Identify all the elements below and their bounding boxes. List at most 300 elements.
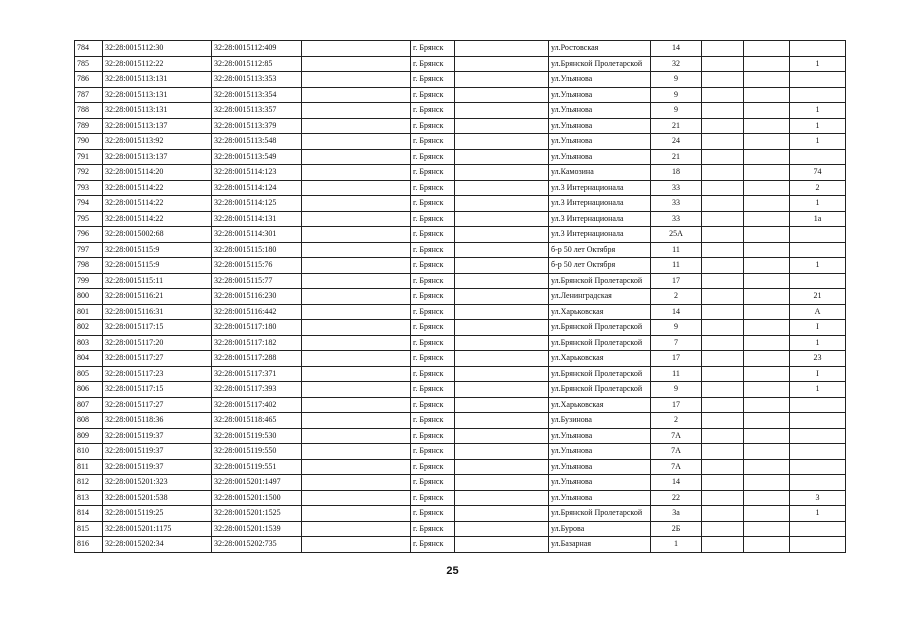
cell-house-number: 9 (651, 103, 702, 119)
cell-blank-col-b (455, 87, 549, 103)
cell-blank-col-c (702, 521, 744, 537)
cell-city: г. Брянск (411, 87, 455, 103)
cell-blank-col-c (702, 72, 744, 88)
cell-house-number: 22 (651, 490, 702, 506)
table-row (75, 87, 846, 103)
cell-apartment: 23 (790, 351, 846, 367)
cell-house-number: 7А (651, 444, 702, 460)
cell-street: ул.Ульянова (549, 475, 651, 491)
table-row (75, 118, 846, 134)
cell-street: ул.Ульянова (549, 428, 651, 444)
cell-cadastral-block: 32:28:0015118:36 (103, 413, 212, 429)
cell-city: г. Брянск (411, 56, 455, 72)
cell-house-number: 14 (651, 304, 702, 320)
table-row (75, 521, 846, 537)
cell-cadastral-block: 32:28:0015113:137 (103, 149, 212, 165)
cell-blank-col-b (455, 72, 549, 88)
cell-blank-col-a (302, 289, 411, 305)
cell-blank-col-c (702, 413, 744, 429)
cell-city: г. Брянск (411, 428, 455, 444)
cell-blank-col-c (702, 87, 744, 103)
cell-street: ул.Ростовская (549, 41, 651, 57)
cell-house-number: 9 (651, 72, 702, 88)
cell-city: г. Брянск (411, 41, 455, 57)
cell-cadastral-number: 32:28:0015117:182 (212, 335, 302, 351)
cell-blank-col-d (744, 320, 790, 336)
cell-blank-col-c (702, 103, 744, 119)
cell-blank-col-b (455, 459, 549, 475)
cell-apartment: 1 (790, 258, 846, 274)
cell-street: ул.Харьковская (549, 351, 651, 367)
cell-row-number: 786 (75, 72, 103, 88)
table-row (75, 506, 846, 522)
cell-row-number: 797 (75, 242, 103, 258)
cell-blank-col-a (302, 335, 411, 351)
cell-blank-col-a (302, 273, 411, 289)
cell-blank-col-c (702, 165, 744, 181)
cell-house-number: 7А (651, 459, 702, 475)
cell-city: г. Брянск (411, 242, 455, 258)
cell-blank-col-c (702, 56, 744, 72)
cell-row-number: 793 (75, 180, 103, 196)
cell-cadastral-number: 32:28:0015113:353 (212, 72, 302, 88)
cell-apartment: 1 (790, 382, 846, 398)
cell-house-number: 17 (651, 351, 702, 367)
cell-city: г. Брянск (411, 149, 455, 165)
cell-blank-col-b (455, 56, 549, 72)
cell-row-number: 813 (75, 490, 103, 506)
cell-blank-col-c (702, 506, 744, 522)
table-row (75, 72, 846, 88)
cell-row-number: 795 (75, 211, 103, 227)
cell-cadastral-block: 32:28:0015113:137 (103, 118, 212, 134)
cell-house-number: 3а (651, 506, 702, 522)
cell-cadastral-block: 32:28:0015112:22 (103, 56, 212, 72)
cell-blank-col-d (744, 258, 790, 274)
cell-cadastral-number: 32:28:0015201:1539 (212, 521, 302, 537)
cell-cadastral-block: 32:28:0015119:25 (103, 506, 212, 522)
cell-cadastral-block: 32:28:0015112:30 (103, 41, 212, 57)
cell-house-number: 9 (651, 87, 702, 103)
cell-cadastral-number: 32:28:0015115:76 (212, 258, 302, 274)
cell-cadastral-block: 32:28:0015117:15 (103, 382, 212, 398)
table-row (75, 165, 846, 181)
cell-street: ул.Ульянова (549, 149, 651, 165)
cell-blank-col-d (744, 335, 790, 351)
cell-blank-col-a (302, 413, 411, 429)
cell-row-number: 801 (75, 304, 103, 320)
cell-blank-col-c (702, 41, 744, 57)
cell-street: ул.Ульянова (549, 459, 651, 475)
cell-blank-col-c (702, 289, 744, 305)
cell-row-number: 807 (75, 397, 103, 413)
cell-apartment: 1а (790, 211, 846, 227)
cell-blank-col-c (702, 258, 744, 274)
cell-house-number: 33 (651, 196, 702, 212)
cell-blank-col-a (302, 134, 411, 150)
cell-blank-col-d (744, 537, 790, 553)
cell-blank-col-b (455, 41, 549, 57)
cell-house-number: 33 (651, 180, 702, 196)
cell-city: г. Брянск (411, 444, 455, 460)
cell-cadastral-number: 32:28:0015202:735 (212, 537, 302, 553)
cell-blank-col-d (744, 273, 790, 289)
cell-blank-col-a (302, 304, 411, 320)
cell-blank-col-b (455, 165, 549, 181)
cell-blank-col-c (702, 459, 744, 475)
cell-blank-col-d (744, 475, 790, 491)
cell-blank-col-a (302, 41, 411, 57)
table-row (75, 459, 846, 475)
table-row (75, 227, 846, 243)
cell-cadastral-block: 32:28:0015116:21 (103, 289, 212, 305)
cell-city: г. Брянск (411, 351, 455, 367)
cell-house-number: 11 (651, 242, 702, 258)
cell-apartment (790, 413, 846, 429)
cell-cadastral-block: 32:28:0015119:37 (103, 459, 212, 475)
cell-blank-col-a (302, 242, 411, 258)
cell-cadastral-block: 32:28:0015119:37 (103, 428, 212, 444)
table-row (75, 444, 846, 460)
table-row (75, 335, 846, 351)
cell-apartment: 1 (790, 56, 846, 72)
cell-blank-col-b (455, 211, 549, 227)
cell-cadastral-number: 32:28:0015114:124 (212, 180, 302, 196)
cell-house-number: 11 (651, 366, 702, 382)
cell-row-number: 811 (75, 459, 103, 475)
cell-blank-col-b (455, 397, 549, 413)
cell-row-number: 791 (75, 149, 103, 165)
cell-house-number: 2Б (651, 521, 702, 537)
cell-apartment (790, 428, 846, 444)
cell-blank-col-d (744, 149, 790, 165)
cell-cadastral-number: 32:28:0015113:548 (212, 134, 302, 150)
cell-house-number: 14 (651, 41, 702, 57)
cell-street: ул.3 Интернационала (549, 227, 651, 243)
cell-apartment: 1 (790, 134, 846, 150)
cell-cadastral-number: 32:28:0015201:1497 (212, 475, 302, 491)
cell-row-number: 792 (75, 165, 103, 181)
cell-house-number: 9 (651, 382, 702, 398)
table-row (75, 149, 846, 165)
cell-street: ул.Брянской Пролетарской (549, 382, 651, 398)
cell-apartment (790, 41, 846, 57)
table-row (75, 180, 846, 196)
cell-blank-col-b (455, 273, 549, 289)
cell-blank-col-a (302, 149, 411, 165)
cell-city: г. Брянск (411, 413, 455, 429)
cell-blank-col-d (744, 382, 790, 398)
cell-blank-col-c (702, 134, 744, 150)
cell-city: г. Брянск (411, 165, 455, 181)
cell-city: г. Брянск (411, 335, 455, 351)
cell-row-number: 814 (75, 506, 103, 522)
cell-city: г. Брянск (411, 521, 455, 537)
cell-blank-col-d (744, 521, 790, 537)
table-row (75, 366, 846, 382)
cell-cadastral-block: 32:28:0015115:11 (103, 273, 212, 289)
cell-cadastral-block: 32:28:0015113:92 (103, 134, 212, 150)
cell-blank-col-b (455, 335, 549, 351)
cell-blank-col-d (744, 41, 790, 57)
cell-cadastral-block: 32:28:0015201:538 (103, 490, 212, 506)
cell-street: ул.Бузинова (549, 413, 651, 429)
cell-cadastral-block: 32:28:0015114:22 (103, 196, 212, 212)
cell-house-number: 7 (651, 335, 702, 351)
table-row (75, 41, 846, 57)
cell-cadastral-block: 32:28:0015114:22 (103, 180, 212, 196)
cell-blank-col-d (744, 165, 790, 181)
cell-row-number: 796 (75, 227, 103, 243)
cell-blank-col-d (744, 304, 790, 320)
cell-house-number: 33 (651, 211, 702, 227)
cell-apartment (790, 227, 846, 243)
cell-apartment (790, 475, 846, 491)
cell-cadastral-number: 32:28:0015201:1525 (212, 506, 302, 522)
cell-street: ул.Ульянова (549, 103, 651, 119)
cell-city: г. Брянск (411, 118, 455, 134)
cell-cadastral-block: 32:28:0015116:31 (103, 304, 212, 320)
cell-house-number: 7А (651, 428, 702, 444)
cell-blank-col-b (455, 521, 549, 537)
table-row (75, 211, 846, 227)
cell-street: ул.Бурова (549, 521, 651, 537)
cell-city: г. Брянск (411, 196, 455, 212)
cell-cadastral-number: 32:28:0015112:409 (212, 41, 302, 57)
cell-blank-col-a (302, 258, 411, 274)
cell-apartment: I (790, 366, 846, 382)
cell-blank-col-d (744, 351, 790, 367)
cell-blank-col-c (702, 211, 744, 227)
cell-row-number: 816 (75, 537, 103, 553)
cell-street: ул.Харьковская (549, 304, 651, 320)
table-row (75, 397, 846, 413)
cell-cadastral-block: 32:28:0015113:131 (103, 87, 212, 103)
cell-blank-col-a (302, 382, 411, 398)
cell-blank-col-a (302, 428, 411, 444)
cell-blank-col-a (302, 320, 411, 336)
cell-cadastral-number: 32:28:0015117:402 (212, 397, 302, 413)
cell-blank-col-a (302, 459, 411, 475)
cell-blank-col-a (302, 227, 411, 243)
table-row (75, 289, 846, 305)
cell-blank-col-d (744, 366, 790, 382)
cell-blank-col-c (702, 304, 744, 320)
cell-blank-col-b (455, 366, 549, 382)
cell-row-number: 802 (75, 320, 103, 336)
cell-cadastral-block: 32:28:0015114:20 (103, 165, 212, 181)
cell-blank-col-b (455, 475, 549, 491)
cell-blank-col-b (455, 506, 549, 522)
cell-cadastral-block: 32:28:0015117:27 (103, 351, 212, 367)
cell-apartment: 1 (790, 118, 846, 134)
cell-cadastral-block: 32:28:0015115:9 (103, 258, 212, 274)
cell-street: ул.Брянской Пролетарской (549, 366, 651, 382)
cell-house-number: 2 (651, 289, 702, 305)
cell-blank-col-d (744, 87, 790, 103)
cell-city: г. Брянск (411, 382, 455, 398)
cell-blank-col-c (702, 351, 744, 367)
cell-apartment: 21 (790, 289, 846, 305)
cell-row-number: 799 (75, 273, 103, 289)
cell-blank-col-c (702, 428, 744, 444)
cell-row-number: 803 (75, 335, 103, 351)
table-row (75, 413, 846, 429)
cell-blank-col-d (744, 196, 790, 212)
cell-house-number: 24 (651, 134, 702, 150)
cell-blank-col-c (702, 227, 744, 243)
cell-house-number: 18 (651, 165, 702, 181)
cell-street: ул.Камозина (549, 165, 651, 181)
cell-cadastral-number: 32:28:0015113:357 (212, 103, 302, 119)
cell-row-number: 805 (75, 366, 103, 382)
cell-blank-col-a (302, 490, 411, 506)
cell-blank-col-d (744, 180, 790, 196)
cell-blank-col-b (455, 351, 549, 367)
page-number: 25 (446, 565, 459, 577)
cell-blank-col-b (455, 304, 549, 320)
cell-cadastral-number: 32:28:0015119:550 (212, 444, 302, 460)
cell-row-number: 800 (75, 289, 103, 305)
cell-blank-col-d (744, 506, 790, 522)
cell-house-number: 32 (651, 56, 702, 72)
cell-city: г. Брянск (411, 273, 455, 289)
cell-blank-col-a (302, 397, 411, 413)
cell-row-number: 809 (75, 428, 103, 444)
cell-blank-col-c (702, 490, 744, 506)
cell-blank-col-b (455, 134, 549, 150)
cell-blank-col-b (455, 320, 549, 336)
cell-row-number: 788 (75, 103, 103, 119)
cell-cadastral-number: 32:28:0015112:85 (212, 56, 302, 72)
cell-apartment (790, 521, 846, 537)
cell-city: г. Брянск (411, 490, 455, 506)
cell-cadastral-block: 32:28:0015002:68 (103, 227, 212, 243)
cell-row-number: 808 (75, 413, 103, 429)
cell-cadastral-number: 32:28:0015113:549 (212, 149, 302, 165)
cell-street: ул.Базарная (549, 537, 651, 553)
cell-blank-col-d (744, 397, 790, 413)
cell-blank-col-b (455, 382, 549, 398)
cell-city: г. Брянск (411, 134, 455, 150)
cell-house-number: 25А (651, 227, 702, 243)
cell-street: ул.3 Интернационала (549, 211, 651, 227)
cell-blank-col-d (744, 227, 790, 243)
cell-cadastral-block: 32:28:0015117:20 (103, 335, 212, 351)
cell-city: г. Брянск (411, 320, 455, 336)
cell-blank-col-c (702, 475, 744, 491)
cell-cadastral-number: 32:28:0015113:354 (212, 87, 302, 103)
cell-blank-col-d (744, 413, 790, 429)
cell-blank-col-d (744, 242, 790, 258)
cell-street: ул.Ульянова (549, 444, 651, 460)
cell-blank-col-b (455, 444, 549, 460)
cell-house-number: 2 (651, 413, 702, 429)
cell-blank-col-d (744, 444, 790, 460)
cell-cadastral-number: 32:28:0015114:123 (212, 165, 302, 181)
cell-cadastral-number: 32:28:0015117:288 (212, 351, 302, 367)
cell-cadastral-block: 32:28:0015114:22 (103, 211, 212, 227)
cell-row-number: 798 (75, 258, 103, 274)
table-row (75, 490, 846, 506)
cell-cadastral-block: 32:28:0015117:23 (103, 366, 212, 382)
cell-row-number: 785 (75, 56, 103, 72)
cell-street: ул.Брянской Пролетарской (549, 335, 651, 351)
cell-street: ул.3 Интернационала (549, 180, 651, 196)
cell-apartment: А (790, 304, 846, 320)
cell-blank-col-d (744, 118, 790, 134)
cell-blank-col-d (744, 134, 790, 150)
cell-blank-col-b (455, 149, 549, 165)
cell-blank-col-c (702, 149, 744, 165)
cell-apartment: 1 (790, 335, 846, 351)
cell-blank-col-c (702, 444, 744, 460)
cell-blank-col-b (455, 242, 549, 258)
cell-street: ул.Ульянова (549, 87, 651, 103)
cell-blank-col-c (702, 196, 744, 212)
cell-cadastral-number: 32:28:0015114:131 (212, 211, 302, 227)
cell-blank-col-b (455, 196, 549, 212)
cell-blank-col-b (455, 289, 549, 305)
cell-blank-col-b (455, 428, 549, 444)
cell-cadastral-number: 32:28:0015113:379 (212, 118, 302, 134)
cell-row-number: 815 (75, 521, 103, 537)
cell-cadastral-block: 32:28:0015113:131 (103, 103, 212, 119)
cell-house-number: 14 (651, 475, 702, 491)
cell-city: г. Брянск (411, 72, 455, 88)
cell-city: г. Брянск (411, 180, 455, 196)
cell-blank-col-a (302, 180, 411, 196)
cell-blank-col-a (302, 537, 411, 553)
cell-house-number: 1 (651, 537, 702, 553)
table-row (75, 320, 846, 336)
cell-street: ул.Ленинградская (549, 289, 651, 305)
cell-blank-col-d (744, 72, 790, 88)
cell-blank-col-b (455, 258, 549, 274)
cell-row-number: 787 (75, 87, 103, 103)
cell-row-number: 812 (75, 475, 103, 491)
table-row (75, 56, 846, 72)
cell-blank-col-c (702, 180, 744, 196)
cell-blank-col-c (702, 273, 744, 289)
cell-blank-col-c (702, 382, 744, 398)
table-row (75, 428, 846, 444)
cell-apartment (790, 149, 846, 165)
cell-blank-col-b (455, 103, 549, 119)
cell-row-number: 804 (75, 351, 103, 367)
cell-house-number: 9 (651, 320, 702, 336)
cell-street: б-р 50 лет Октября (549, 242, 651, 258)
cell-cadastral-number: 32:28:0015114:125 (212, 196, 302, 212)
cell-blank-col-a (302, 118, 411, 134)
cell-house-number: 17 (651, 273, 702, 289)
cell-cadastral-block: 32:28:0015117:27 (103, 397, 212, 413)
cell-cadastral-block: 32:28:0015119:37 (103, 444, 212, 460)
cell-cadastral-number: 32:28:0015116:230 (212, 289, 302, 305)
cell-blank-col-b (455, 490, 549, 506)
cell-blank-col-b (455, 180, 549, 196)
table-row (75, 351, 846, 367)
cell-street: ул.Брянской Пролетарской (549, 273, 651, 289)
cell-blank-col-a (302, 506, 411, 522)
cell-city: г. Брянск (411, 304, 455, 320)
cell-city: г. Брянск (411, 475, 455, 491)
cell-blank-col-c (702, 397, 744, 413)
cell-house-number: 21 (651, 118, 702, 134)
cell-street: ул.Ульянова (549, 490, 651, 506)
cell-apartment (790, 459, 846, 475)
cell-apartment (790, 273, 846, 289)
